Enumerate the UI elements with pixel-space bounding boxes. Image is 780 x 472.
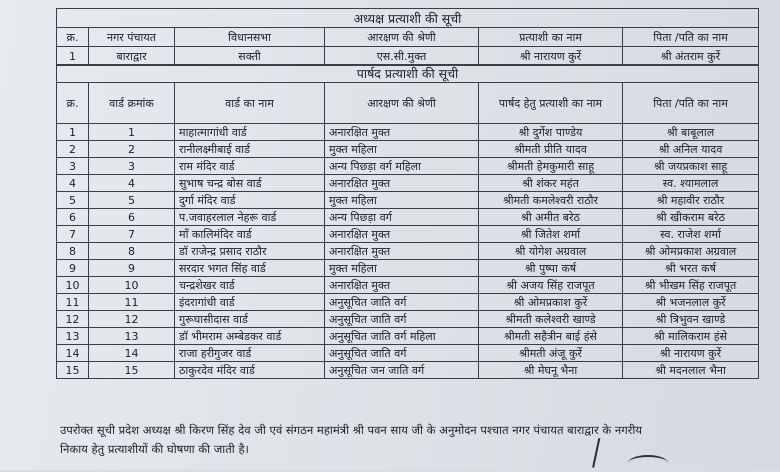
- cell-ward-name: राम मंदिर वार्ड: [175, 158, 325, 175]
- cell-candidate-name: श्री शंकर महंत: [479, 175, 623, 192]
- cell-ward-name: ठाकुरदेव मंदिर वार्ड: [175, 362, 325, 379]
- cell-ward-number: 11: [89, 294, 175, 311]
- ward-row: [57, 141, 759, 158]
- cell-reservation: अन्य पिछड़ा वर्ग: [325, 209, 479, 226]
- ward-row: [57, 226, 759, 243]
- header-serial: क्र.: [57, 83, 89, 124]
- cell-serial: 11: [57, 294, 89, 311]
- ward-row: [57, 345, 759, 362]
- cell-candidate-name: श्रीमती हेमकुमारी साहू: [479, 158, 623, 175]
- cell-ward-name: माँ कालिमंदिर वार्ड: [175, 226, 325, 243]
- cell-father-husband: श्री भजनलाल कुर्रे: [623, 294, 759, 311]
- cell-candidate-name: श्रीमती अंजू कुर्रे: [479, 345, 623, 362]
- cell-father-husband: श्री जयप्रकाश साहू: [623, 158, 759, 175]
- cell-reservation: अन्य पिछड़ा वर्ग महिला: [325, 158, 479, 175]
- cell-candidate-name: श्रीमती प्रीति यादव: [479, 141, 623, 158]
- cell-nagar-panchayat: बाराद्वार: [89, 47, 175, 66]
- cell-candidate-name: श्री दुर्गेश पाण्डेय: [479, 124, 623, 141]
- cell-candidate-name: श्री मेघनू भैना: [479, 362, 623, 379]
- cell-father-husband: श्री अनिल यादव: [623, 141, 759, 158]
- cell-serial: 10: [57, 277, 89, 294]
- cell-father-husband: श्री अंतराम कुर्रे: [623, 47, 759, 66]
- cell-ward-number: 5: [89, 192, 175, 209]
- cell-ward-name: इंदरागांधी वार्ड: [175, 294, 325, 311]
- header-father-husband: पिता /पति का नाम: [623, 28, 759, 47]
- header-father-husband: पिता /पति का नाम: [623, 83, 759, 124]
- president-candidate-table: [56, 8, 759, 66]
- president-header-row: [57, 28, 759, 47]
- cell-candidate-name: श्रीमती कलेश्वरी खाण्डे: [479, 311, 623, 328]
- cell-ward-number: 12: [89, 311, 175, 328]
- cell-father-husband: श्री त्रिभुवन खाण्डे: [623, 311, 759, 328]
- cell-serial: 5: [57, 192, 89, 209]
- cell-ward-number: 7: [89, 226, 175, 243]
- ward-row: [57, 124, 759, 141]
- cell-serial: 4: [57, 175, 89, 192]
- cell-serial: 7: [57, 226, 89, 243]
- cell-ward-name: चन्द्रशेखर वार्ड: [175, 277, 325, 294]
- cell-candidate-name: श्री योगेश अग्रवाल: [479, 243, 623, 260]
- header-candidate-name: प्रत्याशी का नाम: [479, 28, 623, 47]
- cell-vidhansabha: सक्ती: [175, 47, 325, 66]
- cell-serial: 9: [57, 260, 89, 277]
- cell-ward-name: रानीलक्ष्मीबाई वार्ड: [175, 141, 325, 158]
- cell-reservation: मुक्त महिला: [325, 141, 479, 158]
- ward-row: [57, 362, 759, 379]
- president-row: [57, 47, 759, 66]
- header-reservation: आरक्षण की श्रेणी: [325, 28, 479, 47]
- cell-reservation: अनुसूचित जाति वर्ग: [325, 345, 479, 362]
- cell-candidate-name: श्री पुष्पा कर्ष: [479, 260, 623, 277]
- header-reservation: आरक्षण की श्रेणी: [325, 83, 479, 124]
- cell-reservation: अनुसूचित जन जाति वर्ग: [325, 362, 479, 379]
- cell-ward-name: सरदार भगत सिंह वार्ड: [175, 260, 325, 277]
- cell-ward-number: 10: [89, 277, 175, 294]
- cell-father-husband: श्री मदनलाल भैना: [623, 362, 759, 379]
- cell-ward-number: 14: [89, 345, 175, 362]
- cell-father-husband: श्री मालिकराम हंसे: [623, 328, 759, 345]
- cell-candidate-name: श्री अमीत बरेठ: [479, 209, 623, 226]
- cell-ward-number: 8: [89, 243, 175, 260]
- cell-reservation: अनुसूचित जाति वर्ग महिला: [325, 328, 479, 345]
- cell-father-husband: स्व. श्यामलाल: [623, 175, 759, 192]
- cell-ward-number: 13: [89, 328, 175, 345]
- cell-ward-number: 9: [89, 260, 175, 277]
- ward-row: [57, 260, 759, 277]
- header-councillor-candidate: पार्षद हेतु प्रत्याशी का नाम: [479, 83, 623, 124]
- cell-ward-number: 4: [89, 175, 175, 192]
- ward-rows: [57, 124, 759, 379]
- cell-serial: 8: [57, 243, 89, 260]
- announcement-text: [60, 421, 760, 459]
- ward-row: [57, 209, 759, 226]
- cell-serial: 14: [57, 345, 89, 362]
- cell-serial: 1: [57, 47, 89, 66]
- cell-reservation: अनुसूचित जाति वर्ग: [325, 294, 479, 311]
- header-nagar-panchayat: नगर पंचायत: [89, 28, 175, 47]
- ward-row: [57, 328, 759, 345]
- announcement-line-2: निकाय हेतु प्रत्याशीयों की घोषणा की जाती है।: [60, 442, 249, 456]
- announcement-line-1: उपरोक्त सूची प्रदेश अध्यक्ष श्री किरण सिंह देव जी एवं संगठन महामंत्री श्री पवन साय जी के अनुमोदन पश्चात नगर पंचायत बाराद्वार के नगरीय: [60, 423, 643, 437]
- cell-candidate-name: श्रीमती सहैत्रीन बाई हंसे: [479, 328, 623, 345]
- cell-candidate-name: श्री अजय सिंह राजपूत: [479, 277, 623, 294]
- signature-stroke: [592, 438, 620, 472]
- cell-father-husband: श्री ओमप्रकाश अग्रवाल: [623, 243, 759, 260]
- cell-ward-name: राजा हरीगुजर वार्ड: [175, 345, 325, 362]
- cell-ward-name: दुर्गा मंदिर वार्ड: [175, 192, 325, 209]
- header-ward-number: वार्ड क्रमांक: [89, 83, 175, 124]
- councillor-candidate-table: [56, 64, 759, 379]
- cell-father-husband: स्व. राजेश शर्मा: [623, 226, 759, 243]
- cell-ward-number: 3: [89, 158, 175, 175]
- ward-row: [57, 192, 759, 209]
- president-table-title: अध्यक्ष प्रत्याशी की सूची: [57, 9, 759, 28]
- cell-ward-name: सुभाष चन्द्र बोस वार्ड: [175, 175, 325, 192]
- ward-row: [57, 311, 759, 328]
- cell-candidate-name: श्री जितेश शर्मा: [479, 226, 623, 243]
- header-vidhansabha: विधानसभा: [175, 28, 325, 47]
- cell-ward-number: 2: [89, 141, 175, 158]
- cell-reservation: अनारक्षित मुक्त: [325, 243, 479, 260]
- cell-candidate-name: श्री ओमप्रकाश कुर्रे: [479, 294, 623, 311]
- ward-row: [57, 243, 759, 260]
- cell-ward-number: 15: [89, 362, 175, 379]
- cell-ward-name: प.जवाहरलाल नेहरू वार्ड: [175, 209, 325, 226]
- cell-ward-name: डॉ भीमराम अम्बेडकर वार्ड: [175, 328, 325, 345]
- ward-row: [57, 277, 759, 294]
- cell-serial: 12: [57, 311, 89, 328]
- cell-reservation: अनारक्षित मुक्त: [325, 124, 479, 141]
- cell-ward-name: गुरूघासीदास वार्ड: [175, 311, 325, 328]
- cell-candidate-name: श्री नारायण कुर्रे: [479, 47, 623, 66]
- cell-reservation: मुक्त महिला: [325, 260, 479, 277]
- cell-father-husband: श्री महावीर राठौर: [623, 192, 759, 209]
- cell-father-husband: श्री भरत कर्ष: [623, 260, 759, 277]
- header-serial: क्र.: [57, 28, 89, 47]
- cell-father-husband: श्री बाबूलाल: [623, 124, 759, 141]
- cell-serial: 3: [57, 158, 89, 175]
- cell-candidate-name: श्रीमती कमलेश्वरी राठौर: [479, 192, 623, 209]
- cell-reservation: अनारक्षित मुक्त: [325, 226, 479, 243]
- cell-serial: 1: [57, 124, 89, 141]
- cell-father-husband: श्री खीकराम बरेठ: [623, 209, 759, 226]
- cell-reservation: एस.सी.मुक्त: [325, 47, 479, 66]
- cell-reservation: अनुसूचित जाति वर्ग: [325, 311, 479, 328]
- ward-row: [57, 158, 759, 175]
- cell-ward-number: 1: [89, 124, 175, 141]
- cell-serial: 15: [57, 362, 89, 379]
- cell-ward-name: डॉ राजेन्द्र प्रसाद राठौर: [175, 243, 325, 260]
- header-ward-name: वार्ड का नाम: [175, 83, 325, 124]
- cell-serial: 2: [57, 141, 89, 158]
- cell-serial: 6: [57, 209, 89, 226]
- councillor-header-row: [57, 83, 759, 124]
- ward-row: [57, 294, 759, 311]
- ward-row: [57, 175, 759, 192]
- cell-reservation: अनारक्षित मुक्त: [325, 277, 479, 294]
- cell-ward-number: 6: [89, 209, 175, 226]
- cell-reservation: मुक्त महिला: [325, 192, 479, 209]
- cell-father-husband: श्री भीखम सिंह राजपूत: [623, 277, 759, 294]
- cell-ward-name: माहात्मागांधी वार्ड: [175, 124, 325, 141]
- cell-reservation: अनारक्षित मुक्त: [325, 175, 479, 192]
- cell-father-husband: श्री नारायण कुर्रे: [623, 345, 759, 362]
- councillor-table-title: पार्षद प्रत्याशी की सूची: [57, 65, 759, 83]
- cell-serial: 13: [57, 328, 89, 345]
- signature-stroke-2: [628, 455, 668, 471]
